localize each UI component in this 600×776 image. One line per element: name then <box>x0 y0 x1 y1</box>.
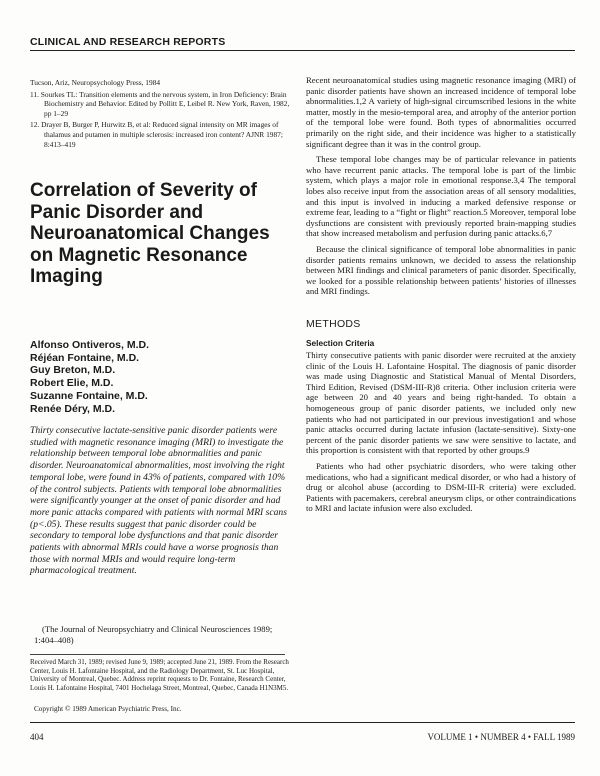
abstract: Thirty consecutive lactate-sensitive panic disorder patients were studied with magnetic resonance imaging (MRI) to investigate the relationship between temporal lobe abnormalities and panic disorder. Neuroanatomical abnormalities, most involving the right temporal lobe, were found in 43% of patients, compared with 10% of the control subjects. Patients with temporal lobe abnormalities were significantly younger at the onset of panic disorder and had more panic attacks compared with patients with normal MRI scans (p<.05). These results suggest that panic disorder could be secondary to temporal lobe dysfunctions and that panic disorder patients with abnormal MRIs could have a worse prognosis than those with normal MRIs and would require long-term pharmacological treatment. <box>30 425 287 577</box>
copyright-notice: Copyright © 1989 American Psychiatric Press, Inc. <box>34 705 182 713</box>
author-list <box>30 339 149 415</box>
author-name: Renée Déry, M.D. <box>30 402 115 415</box>
intro-paragraph: Because the clinical significance of temporal lobe abnormalities in panic disorder patients remains unknown, we decided to assess the relationship between MRI findings and clinical parameters of panic disorder. Specifically, we looked for a possible relationship between patients’ histories of illnesses and MRI findings. <box>306 243 576 297</box>
methods-paragraph: Patients who had other psychiatric disorders, who were taking other medications, who had a significant medical disorder, or who had a history of drug or alcohol abuse (according to DSM-III-R criteria) were excluded. Patients with pacemakers, cerebral aneurysm clips, or other contraindications to MRI and lactate infusion were also excluded. <box>306 461 576 514</box>
methods-paragraph: Thirty consecutive patients with panic disorder were recruited at the anxiety clinic of the Louis H. Lafontaine Hospital. The diagnosis of panic disorder was made using Diagnostic and Statistical Manual of Mental Disorders, Third Edition, Revised (DSM-III-R)8 criteria. Other inclusion criteria were age between 20 and 40 years and being right-handed. To obtain a homogeneous group of panic disorder patients, we included only new patients who had not participated in our previous investigation1 and whose panic attacks occurred during lactate infusion (lactate-sensitive). Sixty-one percent of the panic disorder patients we saw were sensitive to lactate, and this proportion is consistent with that reported by other groups.9 <box>306 350 576 456</box>
body-column <box>306 75 576 514</box>
author-name: Suzanne Fontaine, M.D. <box>30 389 148 402</box>
received-footnote: Received March 31, 1989; revised June 9, 1989; accepted June 21, 1989. From the Research Center, Louis H. Lafontaine Hospital, and the Radiology Department, St. Luc Hospital, University of Montreal, Quebec. Address reprint requests to Dr. Fontaine, Research Center, Louis H. Lafontaine Hospital, 7401 Hochelaga Street, Montreal, Quebec, Canada H1N3M5. <box>30 658 289 693</box>
reference-item: 11. Sourkes TL: Transition elements and the nervous system, in Iron Deficiency: Brain Biochemistry and Behavior. Edited by Pollitt E, Leibel R. New York, Raven, 1982, pp 1–29 <box>30 89 290 118</box>
footnote-rule <box>30 654 285 655</box>
author-name: Alfonso Ontiveros, M.D. <box>30 339 150 351</box>
article-title: Correlation of Severity of Panic Disorder and Neuroanatomical Changes on Magnetic Resonance Imaging <box>30 180 270 287</box>
intro-paragraph: These temporal lobe changes may be of particular relevance in patients who have recurrent panic attacks. The temporal lobe is part of the limbic system, which plays a major role in emotional response.3,4 The temporal lobes also receive input from the association areas of all sensory modalities, and this input is involved in inducing a marked defensive response or extreme fear, leading to a “fight or flight” reaction.5 Moreover, temporal lobe dysfunctions are consistent with previously reported brain-mapping studies that show increased metabolism and perfusion during panic attacks.6,7 <box>306 154 576 239</box>
page-number: 404 <box>30 732 44 742</box>
author-name: Robert Elie, M.D. <box>30 377 114 390</box>
issue-info: VOLUME 1 • NUMBER 4 • FALL 1989 <box>427 732 575 742</box>
reference-list <box>30 78 292 151</box>
reference-item: Tucson, Ariz, Neuropsychology Press, 1984 <box>30 78 161 87</box>
intro-paragraph: Recent neuroanatomical studies using magnetic resonance imaging (MRI) of panic disorder patients have shown an increased incidence of temporal lobe abnormalities.1,2 A variety of high-signal circumscribed lesions in the white matter, mostly in the mesio-temporal area, and atrophy of the anterior portion of the temporal lobe were found. Both types of abnormalities occurred primarily on the right side, and their incidence was higher to a statistically significant degree than it was in the control group. <box>306 75 576 149</box>
citation-text: (The Journal of Neuropsychiatry and Clinical Neurosciences 1989; 1:404–408) <box>34 624 273 645</box>
selection-criteria-heading: Selection Criteria <box>306 338 375 349</box>
reference-item: 12. Drayer B, Burger P, Hurwitz B, et al: Reduced signal intensity on MR images of thalamus and putamen in multiple sclerosis: increased iron content? AJNR 1987; 8:413–419 <box>30 120 283 149</box>
running-header: CLINICAL AND RESEARCH REPORTS <box>30 36 226 48</box>
author-name: Guy Breton, M.D. <box>30 364 116 377</box>
journal-citation <box>34 624 289 645</box>
footer-rule <box>30 722 575 723</box>
author-name: Réjéan Fontaine, M.D. <box>30 351 140 364</box>
methods-heading: METHODS <box>306 317 361 330</box>
header-rule <box>30 50 575 51</box>
